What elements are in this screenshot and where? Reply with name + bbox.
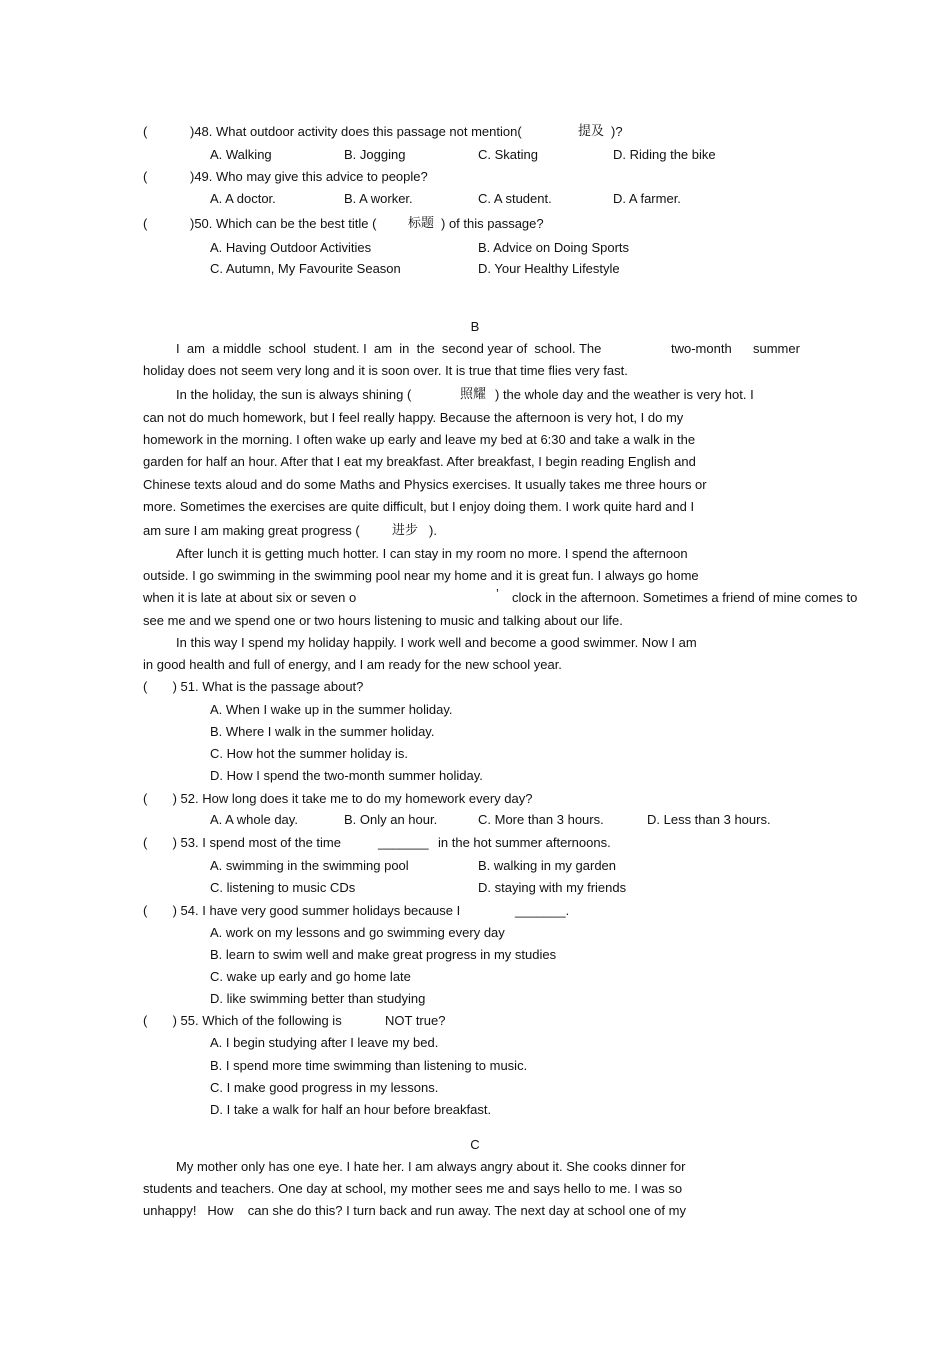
section-c-heading: C [470, 1137, 480, 1152]
q48-option-b: B. Jogging [344, 147, 406, 162]
q53-tail: in the hot summer afternoons. [438, 835, 611, 850]
passage-b-line: After lunch it is getting much hotter. I can stay in my room no more. I spend the afternoon [176, 546, 688, 561]
q55-text: ( ) 55. Which of the following is [143, 1013, 342, 1028]
q54-text: ( ) 54. I have very good summer holidays because I [143, 903, 461, 918]
q50-option-d: D. Your Healthy Lifestyle [478, 261, 620, 276]
passage-b-cn: 进步 [392, 523, 419, 538]
q49-option-b: B. A worker. [344, 191, 413, 206]
q49-text: )49. Who may give this advice to people? [190, 169, 428, 184]
q53-blank: _______ [378, 835, 429, 850]
passage-b-line: garden for half an hour. After that I eat my breakfast. After breakfast, I begin reading English and [143, 454, 696, 469]
q48-option-d: D. Riding the bike [613, 147, 716, 162]
q55-tail: NOT true? [385, 1013, 446, 1028]
q51-option-c: C. How hot the summer holiday is. [210, 746, 408, 761]
q48-option-c: C. Skating [478, 147, 538, 162]
q50-cn: 标题 [408, 216, 435, 231]
q51-text: ( ) 51. What is the passage about? [143, 679, 364, 694]
q48-tail: )? [611, 124, 623, 139]
q48-paren: ( [143, 124, 148, 139]
q50-option-c: C. Autumn, My Favourite Season [210, 261, 401, 276]
passage-b-line: see me and we spend one or two hours listening to music and talking about our life. [143, 613, 623, 628]
q55-option-a: A. I begin studying after I leave my bed. [210, 1035, 439, 1050]
q52-option-b: B. Only an hour. [344, 812, 438, 827]
q50-option-a: A. Having Outdoor Activities [210, 240, 372, 255]
passage-b-line: Chinese texts aloud and do some Maths and Physics exercises. It usually takes me three hours or [143, 477, 707, 492]
section-b-heading: B [470, 319, 480, 334]
q48-text: )48. What outdoor activity does this passage not mention( [190, 124, 522, 139]
passage-c-line: students and teachers. One day at school, my mother sees me and says hello to me. I was so [143, 1181, 683, 1196]
q54-option-b: B. learn to swim well and make great progress in my studies [210, 947, 557, 962]
q50-option-b: B. Advice on Doing Sports [478, 240, 630, 255]
q49-option-c: C. A student. [478, 191, 552, 206]
q49-paren: ( [143, 169, 148, 184]
passage-b-line: I am a middle school student. I am in the second year of school. The [176, 341, 602, 356]
q52-option-c: C. More than 3 hours. [478, 812, 604, 827]
passage-b-line: when it is late at about six or seven o [143, 590, 357, 605]
q50-tail: ) of this passage? [441, 216, 544, 231]
passage-b-line: in good health and full of energy, and I am ready for the new school year. [143, 657, 562, 672]
q48-option-a: A. Walking [210, 147, 272, 162]
passage-b-apostrophe: ’ [496, 586, 499, 601]
passage-b-line: ) the whole day and the weather is very hot. I [495, 387, 754, 402]
q51-option-d: D. How I spend the two-month summer holiday. [210, 768, 483, 783]
q48-cn: 提及 [578, 124, 605, 139]
q53-option-d: D. staying with my friends [478, 880, 627, 895]
q55-option-b: B. I spend more time swimming than listening to music. [210, 1058, 528, 1073]
q52-option-a: A. A whole day. [210, 812, 298, 827]
q52-text: ( ) 52. How long does it take me to do my homework every day? [143, 791, 533, 806]
passage-c-line: unhappy! How can she do this? I turn back and run away. The next day at school one of my [143, 1203, 686, 1218]
passage-b-line: holiday does not seem very long and it is soon over. It is true that time flies very fast. [143, 363, 628, 378]
passage-b-line: summer [753, 341, 800, 356]
q54-option-c: C. wake up early and go home late [210, 969, 411, 984]
q50-text: )50. Which can be the best title ( [190, 216, 377, 231]
q51-option-a: A. When I wake up in the summer holiday. [210, 702, 453, 717]
passage-b-line: can not do much homework, but I feel really happy. Because the afternoon is very hot, I do my [143, 410, 684, 425]
passage-b-line: homework in the morning. I often wake up early and leave my bed at 6:30 and take a walk in the [143, 432, 696, 447]
passage-b-line: In the holiday, the sun is always shining ( [176, 387, 412, 402]
q53-option-c: C. listening to music CDs [210, 880, 356, 895]
q54-option-d: D. like swimming better than studying [210, 991, 426, 1006]
passage-b-line: outside. I go swimming in the swimming pool near my home and it is great fun. I always go home [143, 568, 699, 583]
q52-option-d: D. Less than 3 hours. [647, 812, 771, 827]
passage-b-line: clock in the afternoon. Sometimes a friend of mine comes to [512, 590, 858, 605]
q49-option-a: A. A doctor. [210, 191, 276, 206]
q53-option-a: A. swimming in the swimming pool [210, 858, 409, 873]
passage-b-line: In this way I spend my holiday happily. I work well and become a good swimmer. Now I am [176, 635, 697, 650]
passage-b-line: two-month [671, 341, 732, 356]
passage-b-cn: 照耀 [460, 387, 487, 402]
q55-option-d: D. I take a walk for half an hour before breakfast. [210, 1102, 492, 1117]
passage-c-line: My mother only has one eye. I hate her. I am always angry about it. She cooks dinner for [176, 1159, 686, 1174]
q50-paren: ( [143, 216, 148, 231]
q53-option-b: B. walking in my garden [478, 858, 617, 873]
q51-option-b: B. Where I walk in the summer holiday. [210, 724, 435, 739]
passage-b-line: ). [429, 523, 437, 538]
q55-option-c: C. I make good progress in my lessons. [210, 1080, 439, 1095]
passage-b-line: am sure I am making great progress ( [143, 523, 360, 538]
passage-b-line: more. Sometimes the exercises are quite difficult, but I enjoy doing them. I work quite hard and I [143, 499, 695, 514]
q49-option-d: D. A farmer. [613, 191, 681, 206]
q53-text: ( ) 53. I spend most of the time [143, 835, 341, 850]
q54-option-a: A. work on my lessons and go swimming every day [210, 925, 505, 940]
q54-blank: _______. [515, 903, 570, 918]
